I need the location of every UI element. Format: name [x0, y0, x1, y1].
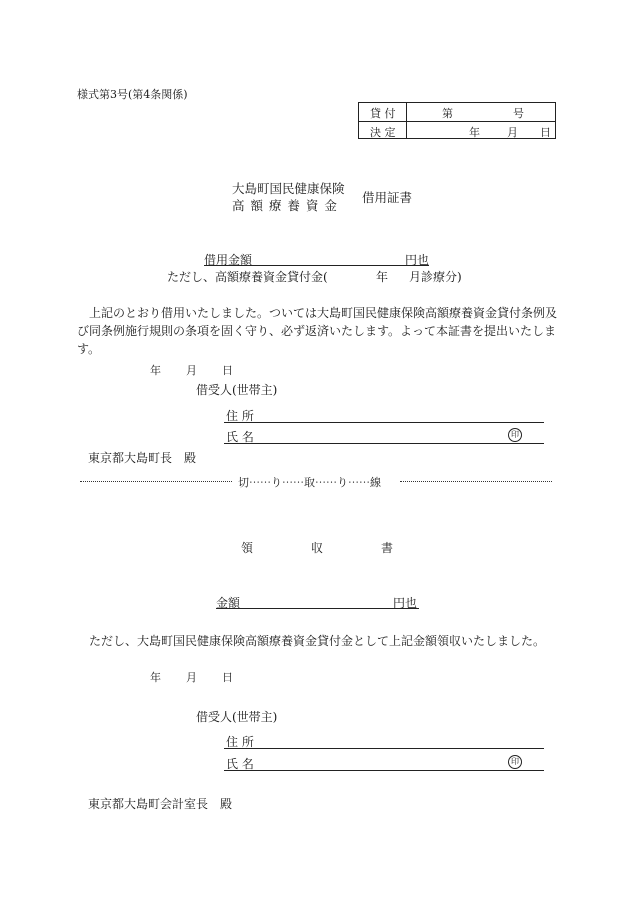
receipt-amount-label: 金額 [216, 596, 241, 610]
form-number: 様式第3号(第4条関係) [77, 88, 188, 101]
receipt-seal-mark: 印 [508, 755, 522, 769]
provision-suffix: 月診療分) [409, 270, 462, 284]
certificate-title-line1: 大島町国民健康保険 [232, 181, 345, 196]
provision-prefix: ただし、高額療養資金貸付金( [167, 270, 328, 284]
loan-box-row-divider [359, 121, 555, 122]
loan-box-day: 日 [540, 126, 551, 139]
receipt-amount-suffix: 円也 [393, 596, 418, 610]
loan-amount-underline [204, 265, 429, 266]
loan-decision-box [358, 102, 556, 139]
certificate-title-line2: 高 額 療 養 資 金 [232, 198, 338, 213]
certificate-addressee: 東京都大島町長 殿 [88, 451, 197, 465]
certificate-date-month: 月 [186, 364, 197, 377]
loan-box-go: 号 [513, 107, 524, 120]
cut-line-right [400, 481, 552, 482]
certificate-name-label: 氏 名 [226, 430, 254, 444]
receipt-title-2: 収 [311, 541, 324, 555]
certificate-date-year: 年 [150, 364, 161, 377]
cut-line-label: 切⋯⋯り⋯⋯取⋯⋯り⋯⋯線 [238, 476, 381, 489]
loan-box-dai: 第 [442, 107, 453, 120]
receipt-name-line [224, 770, 544, 771]
loan-amount-suffix: 円也 [405, 253, 430, 267]
certificate-address-line [224, 422, 544, 423]
receipt-title-3: 書 [381, 541, 394, 555]
certificate-name-line [224, 443, 544, 444]
provision-year: 年 [376, 270, 389, 284]
receipt-addressee: 東京都大島町会計室長 殿 [88, 797, 233, 811]
receipt-amount-underline [216, 608, 419, 609]
receipt-title-1: 領 [241, 541, 254, 555]
certificate-seal-mark: 印 [508, 428, 522, 442]
receipt-date-month: 月 [186, 671, 197, 684]
loan-amount-label: 借用金額 [204, 253, 253, 267]
receipt-address-label: 住 所 [226, 735, 254, 749]
receipt-date-year: 年 [150, 671, 161, 684]
certificate-date-day: 日 [222, 364, 233, 377]
loan-box-row1-label: 貸 付 [370, 107, 396, 120]
loan-box-column-divider [406, 103, 407, 138]
receipt-address-line [224, 748, 544, 749]
certificate-address-label: 住 所 [226, 409, 254, 423]
certificate-body-line3: す。 [77, 342, 101, 356]
certificate-body-line2: び同条例施行規則の条項を固く守り、必ず返済いたします。よって本証書を提出いたしま [77, 324, 557, 338]
certificate-body-line1: 上記のとおり借用いたしました。ついては大島町国民健康保険高額療養資金貸付条例及 [89, 306, 558, 320]
certificate-borrower-label: 借受人(世帯主) [196, 383, 278, 397]
loan-box-year: 年 [469, 126, 480, 139]
receipt-name-label: 氏 名 [226, 757, 254, 771]
loan-box-month: 月 [507, 126, 518, 139]
receipt-borrower-label: 借受人(世帯主) [196, 710, 278, 724]
certificate-title-suffix: 借用証書 [362, 190, 413, 205]
receipt-date-day: 日 [222, 671, 233, 684]
cut-line-left [80, 481, 232, 482]
loan-box-row2-label: 決 定 [370, 126, 396, 139]
receipt-statement: ただし、大島町国民健康保険高額療養資金貸付金として上記金額領収いたしました。 [89, 634, 546, 648]
